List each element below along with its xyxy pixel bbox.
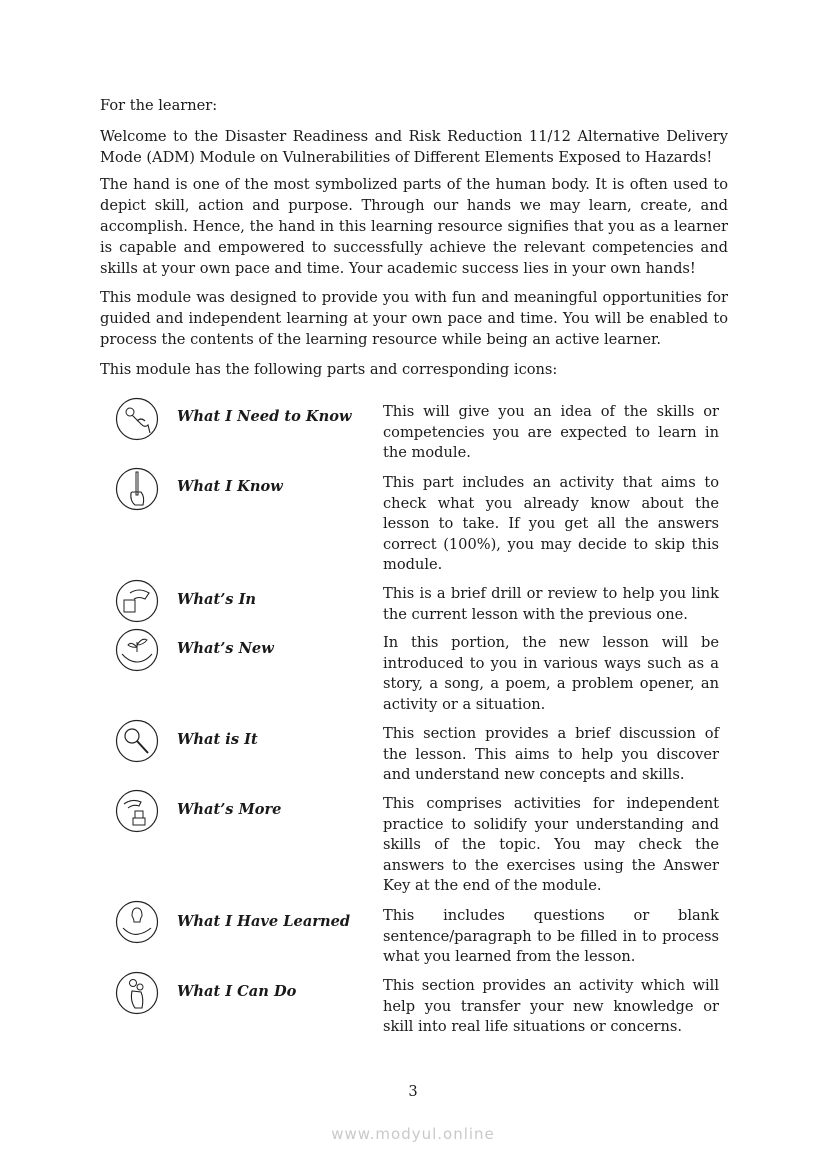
hand-with-gears-icon <box>115 971 159 1015</box>
part-title: What I Have Learned <box>177 913 351 930</box>
part-description: This includes questions or blank sentence/paragraph to be filled in to process what you learned from the lesson. <box>383 907 719 966</box>
part-title: What I Can Do <box>177 983 297 1000</box>
watermark: www.modyul.online <box>331 1125 495 1143</box>
part-title: What I Need to Know <box>177 408 352 425</box>
welcome-paragraph: Welcome to the Disaster Readiness and Risk Reduction 11/12 Alternative Delivery Mode (ADM) Module on Vulnerabilities of Different Elements Exposed to Hazards! <box>100 127 728 166</box>
part-description: This comprises activities for independent practice to solidify your understanding and skills of the topic. You may check the answers to the exercises using the Answer Key at the end of the module. <box>383 795 719 895</box>
hands-with-sprout-icon <box>115 628 159 672</box>
part-description: This section provides a brief discussion of the lesson. This aims to help you discover and understand new concepts and skills. <box>383 725 719 784</box>
hand-with-blocks-icon <box>115 789 159 833</box>
part-title: What’s More <box>177 801 282 818</box>
part-description: This will give you an idea of the skills or competencies you are expected to learn in the module. <box>383 403 719 462</box>
part-description: This is a brief drill or review to help you link the current lesson with the previous one. <box>383 585 719 623</box>
hand-paragraph: The hand is one of the most symbolized parts of the human body. It is often used to depict skill, action and purpose. Through our hands we may learn, create, and accomplish. Hence, the hand in this learning resource signifies that you as a learner is capable and empowered to successfully achieve the relevant competencies and skills at your own pace and time. Your academic success lies in your own hands! <box>100 176 728 277</box>
part-description: This section provides an activity which will help you transfer your new knowledge or skill into real life situations or concerns. <box>383 977 719 1036</box>
part-title: What I Know <box>177 478 283 495</box>
hand-with-cup-icon <box>115 579 159 623</box>
page-number: 3 <box>408 1083 418 1100</box>
hand-holding-pencil-icon <box>115 467 159 511</box>
part-description: In this portion, the new lesson will be introduced to you in various ways such as a story, a song, a poem, a problem opener, an activity or a situation. <box>383 634 719 713</box>
part-description: This part includes an activity that aims to check what you already know about the lesson to take. If you get all the answers correct (100%), you may decide to skip this module. <box>383 474 719 574</box>
intro-section <box>100 96 728 381</box>
hand-pointing-icon <box>115 397 159 441</box>
part-title: What’s In <box>177 591 257 608</box>
greeting: For the learner: <box>100 97 218 114</box>
hand-with-lightbulb-icon <box>115 900 159 944</box>
hand-with-magnifier-icon <box>115 719 159 763</box>
part-title: What is It <box>177 731 258 748</box>
parts-intro: This module has the following parts and corresponding icons: <box>100 360 558 378</box>
part-title: What’s New <box>177 640 274 657</box>
module-paragraph: This module was designed to provide you with fun and meaningful opportunities for guided and independent learning at your own pace and time. You will be enabled to process the contents of the learning resource while being an active learner. <box>100 289 728 348</box>
